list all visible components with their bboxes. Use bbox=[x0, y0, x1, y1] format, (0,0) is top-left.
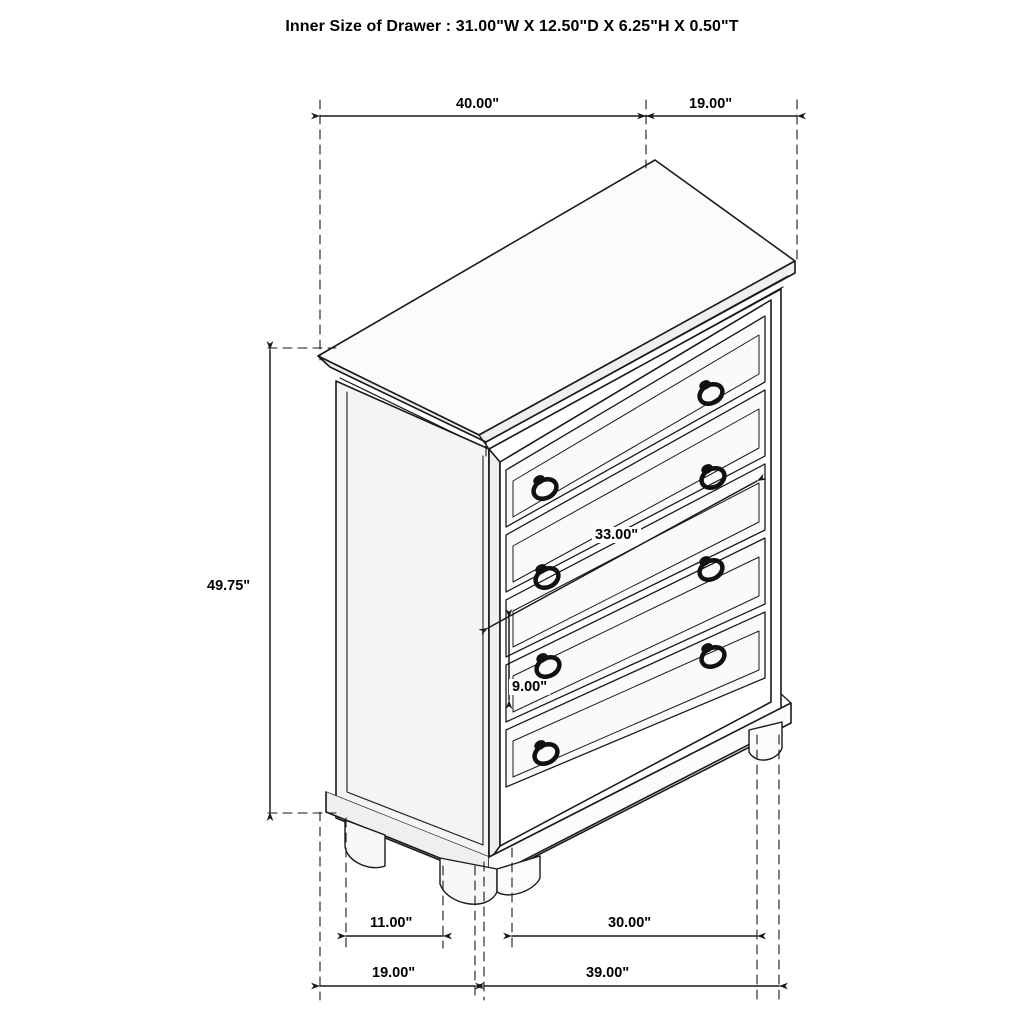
dim-drawer-front-width: 33.00" bbox=[592, 527, 641, 543]
dim-base-total-width: 39.00" bbox=[583, 965, 632, 981]
dim-base-left-depth: 11.00" bbox=[367, 915, 415, 931]
dim-top-width: 40.00" bbox=[453, 96, 502, 112]
page-title: Inner Size of Drawer : 31.00"W X 12.50"D X 6.25"H X 0.50"T bbox=[285, 18, 739, 35]
chest-left-side bbox=[336, 381, 489, 861]
dim-base-total-depth: 19.00" bbox=[369, 965, 418, 981]
dim-drawer-front-height: 9.00" bbox=[509, 679, 550, 695]
dim-base-front-width: 30.00" bbox=[605, 915, 654, 931]
dim-top-depth: 19.00" bbox=[686, 96, 735, 112]
dim-overall-height: 49.75" bbox=[204, 578, 253, 594]
